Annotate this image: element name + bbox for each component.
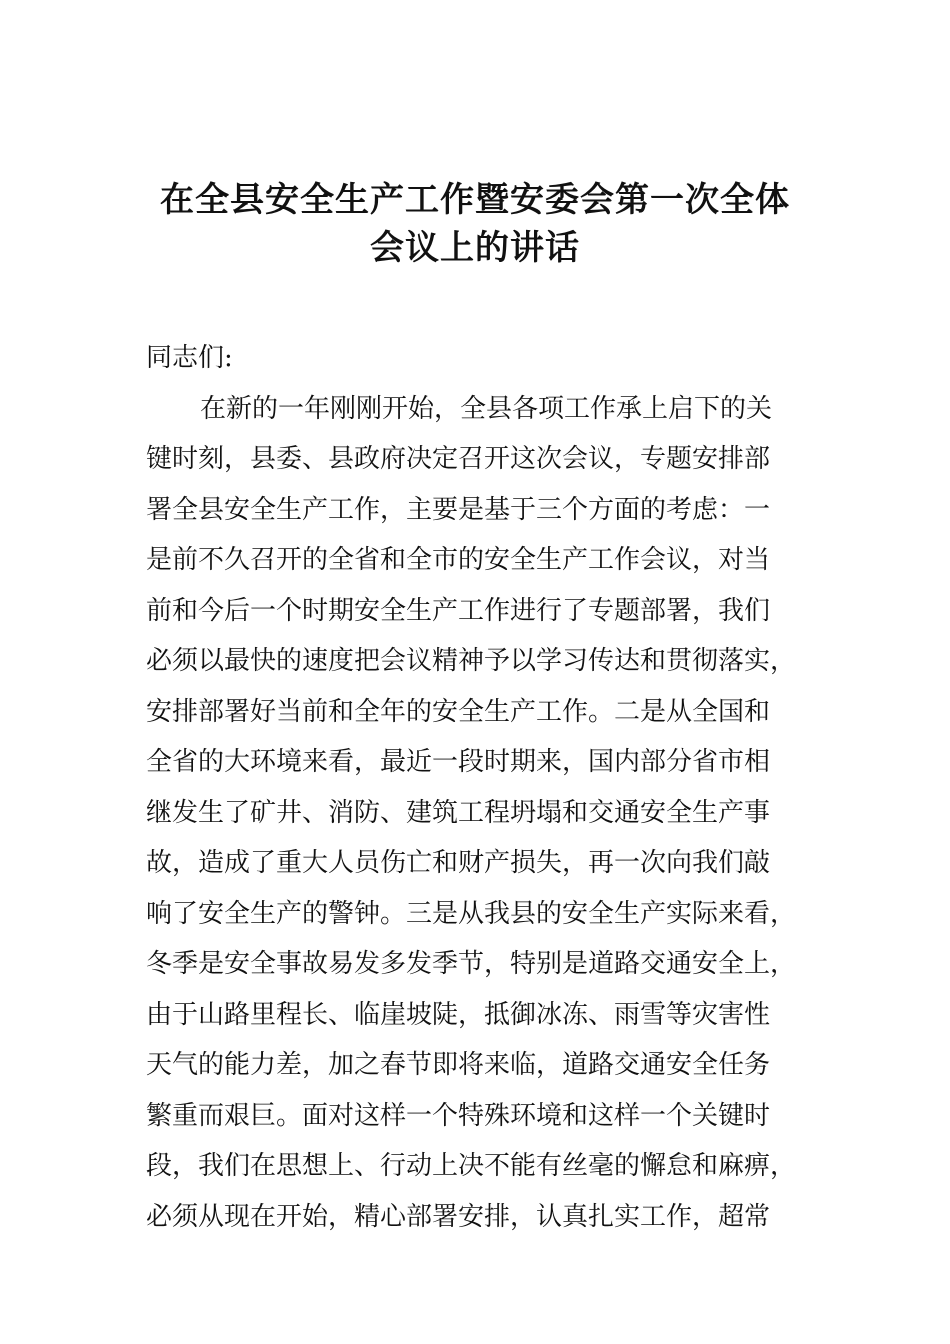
paragraph-line: 繁重而艰巨。面对这样一个特殊环境和这样一个关键时 — [146, 1100, 771, 1131]
speech-body — [146, 333, 826, 1242]
title-line: 会议上的讲话 — [370, 228, 580, 268]
paragraph-line: 必须以最快的速度把会议精神予以学习传达和贯彻落实， — [146, 646, 797, 676]
paragraph-line: 安排部署好当前和全年的安全生产工作。二是从全国和 — [146, 696, 771, 727]
paragraph-line: 冬季是安全事故易发多发季节，特别是道路交通安全上， — [146, 949, 797, 979]
salutation: 同志们: — [146, 343, 233, 373]
paragraph-line: 键时刻，县委、县政府决定召开这次会议，专题安排部 — [146, 444, 771, 474]
paragraph-line: 由于山路里程长、临崖坡陡，抵御冰冻、雨雪等灾害性 — [146, 999, 771, 1030]
paragraph-line: 必须从现在开始，精心部署安排，认真扎实工作，超常 — [146, 1201, 771, 1232]
paragraph-line: 继发生了矿井、消防、建筑工程坍塌和交通安全生产事 — [146, 797, 771, 828]
paragraph-line: 署全县安全生产工作，主要是基于三个方面的考虑：一 — [146, 494, 771, 525]
paragraph-line: 天气的能力差，加之春节即将来临，道路交通安全任务 — [146, 1050, 771, 1080]
paragraph-line: 是前不久召开的全省和全市的安全生产工作会议，对当 — [146, 545, 771, 575]
speech-title — [120, 176, 830, 272]
paragraph-line: 故，造成了重大人员伤亡和财产损失，再一次向我们敲 — [146, 848, 771, 878]
paragraph-line: 前和今后一个时期安全生产工作进行了专题部署，我们 — [146, 595, 771, 626]
paragraph-line: 响了安全生产的警钟。三是从我县的安全生产实际来看， — [146, 898, 797, 929]
paragraph-line: 在新的一年刚刚开始，全县各项工作承上启下的关 — [200, 393, 773, 424]
paragraph-line: 段，我们在思想上、行动上决不能有丝毫的懈怠和麻痹， — [146, 1151, 797, 1181]
paragraph-line: 全省的大环境来看，最近一段时期来，国内部分省市相 — [146, 747, 771, 777]
title-line: 在全县安全生产工作暨安委会第一次全体 — [160, 180, 790, 220]
